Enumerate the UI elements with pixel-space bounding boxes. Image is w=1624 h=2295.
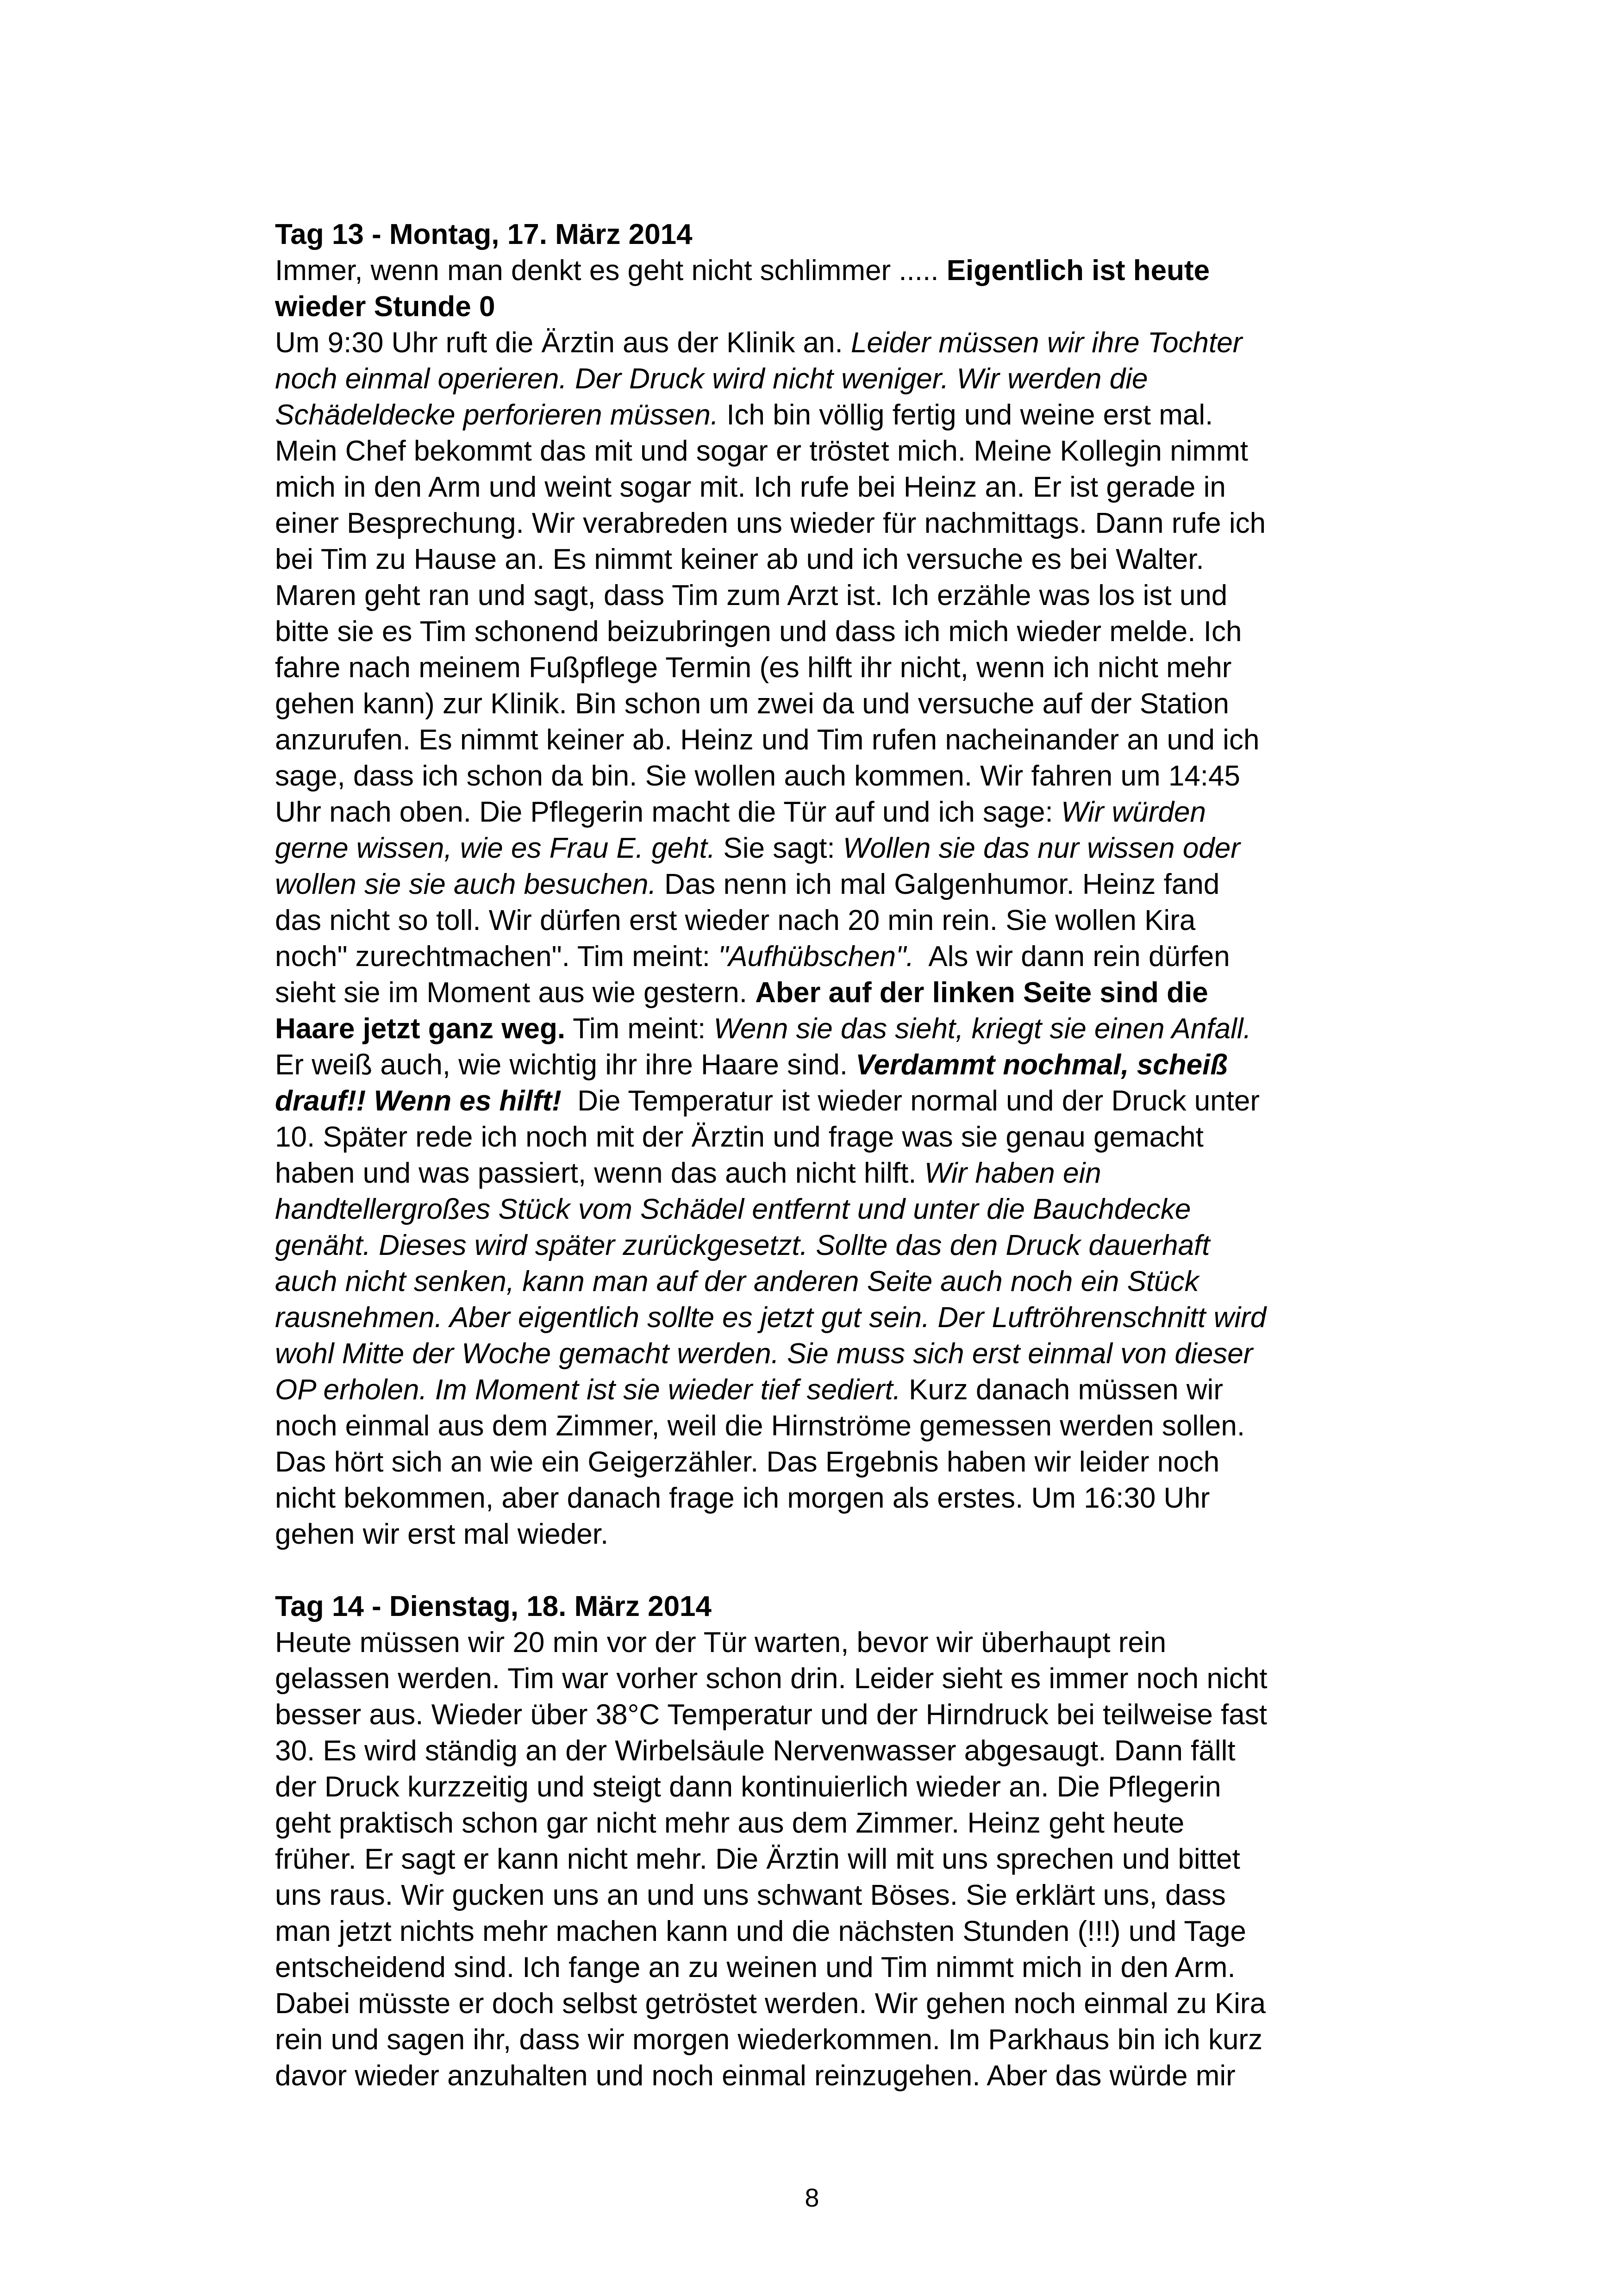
text-segment: Heute müssen wir 20 min vor der Tür warten, bevor wir überhaupt rein	[275, 1627, 1167, 1659]
text-segment: 30. Es wird ständig an der Wirbelsäule Nervenwasser abgesaugt. Dann fällt	[275, 1735, 1236, 1767]
text-line	[275, 1228, 1354, 1264]
text-line	[275, 614, 1354, 650]
text-line	[275, 2058, 1354, 2094]
text-line	[275, 1950, 1354, 1986]
text-line	[275, 1011, 1354, 1047]
bold-text: wieder Stunde 0	[275, 291, 495, 323]
text-segment: Maren geht ran und sagt, dass Tim zum Arzt ist. Ich erzähle was los ist und	[275, 580, 1228, 611]
text-line	[275, 1733, 1354, 1769]
italic-text: handtellergroßes Stück vom Schädel entfernt und unter die Bauchdecke	[275, 1193, 1191, 1225]
text-line	[275, 1986, 1354, 2022]
text-segment: Die Temperatur ist wieder normal und der Druck unter	[561, 1085, 1260, 1117]
text-line	[275, 505, 1354, 542]
text-line	[275, 1805, 1354, 1841]
text-line	[275, 650, 1354, 686]
italic-text: Wir würden	[1061, 796, 1206, 828]
text-segment: noch" zurechtmachen". Tim meint:	[275, 941, 718, 973]
text-line	[275, 722, 1354, 758]
text-segment: geht praktisch schon gar nicht mehr aus dem Zimmer. Heinz geht heute	[275, 1807, 1185, 1839]
text-line	[275, 1336, 1354, 1372]
text-segment: sage, dass ich schon da bin. Sie wollen auch kommen. Wir fahren um 14:45	[275, 760, 1240, 792]
text-segment: Das hört sich an wie ein Geigerzähler. Das Ergebnis haben wir leider noch	[275, 1446, 1220, 1478]
text-line	[275, 397, 1354, 433]
text-segment: Ich bin völlig fertig und weine erst mal.	[718, 399, 1213, 431]
text-line	[275, 1661, 1354, 1697]
text-line	[275, 1914, 1354, 1950]
italic-text: Wollen sie das nur wissen oder	[843, 832, 1240, 864]
text-segment: Uhr nach oben. Die Pflegerin macht die Tür auf und ich sage:	[275, 796, 1061, 828]
text-line	[275, 1083, 1354, 1119]
italic-text: rausnehmen. Aber eigentlich sollte es jetzt gut sein. Der Luftröhrenschnitt wird	[275, 1302, 1267, 1334]
text-line	[275, 1047, 1354, 1083]
italic-text: Schädeldecke perforieren müssen.	[275, 399, 719, 431]
text-line	[275, 1264, 1354, 1300]
text-line	[275, 325, 1354, 361]
text-segment: bitte sie es Tim schonend beizubringen und dass ich mich wieder melde. Ich	[275, 616, 1242, 648]
text-segment: Das nenn ich mal Galgenhumor. Heinz fand	[656, 868, 1220, 900]
text-segment: Tim meint:	[565, 1013, 714, 1045]
text-segment: anzurufen. Es nimmt keiner ab. Heinz und Tim rufen nacheinander an und ich	[275, 724, 1260, 756]
bold-italic-text: drauf!! Wenn es hilft!	[275, 1085, 562, 1117]
text-line	[275, 1155, 1354, 1191]
text-line	[275, 1841, 1354, 1877]
italic-text: OP erholen. Im Moment ist sie wieder tief sediert.	[275, 1374, 901, 1406]
text-segment: früher. Er sagt er kann nicht mehr. Die Ärztin will mit uns sprechen und bittet	[275, 1843, 1240, 1875]
text-segment: Um 9:30 Uhr ruft die Ärztin aus der Klinik an.	[275, 327, 851, 359]
text-line	[275, 2022, 1354, 2058]
text-segment: mich in den Arm und weint sogar mit. Ich rufe bei Heinz an. Er ist gerade in	[275, 471, 1226, 503]
text-segment: entscheidend sind. Ich fange an zu weinen und Tim nimmt mich in den Arm.	[275, 1952, 1236, 1983]
text-segment: nicht bekommen, aber danach frage ich morgen als erstes. Um 16:30 Uhr	[275, 1482, 1210, 1514]
text-line	[275, 1480, 1354, 1516]
text-line	[275, 1769, 1354, 1805]
text-line	[275, 1444, 1354, 1480]
text-segment: uns raus. Wir gucken uns an und uns schwant Böses. Sie erklärt uns, dass	[275, 1879, 1226, 1911]
page-number: 8	[805, 2183, 819, 2212]
entry-spacer	[275, 1553, 1354, 1589]
text-segment: Kurz danach müssen wir	[900, 1374, 1223, 1406]
bold-italic-text: Verdammt nochmal, scheiß	[856, 1049, 1228, 1081]
text-segment: sieht sie im Moment aus wie gestern.	[275, 977, 756, 1009]
text-segment: der Druck kurzzeitig und steigt dann kontinuierlich wieder an. Die Pflegerin	[275, 1771, 1221, 1803]
text-segment: Mein Chef bekommt das mit und sogar er tröstet mich. Meine Kollegin nimmt	[275, 435, 1248, 467]
text-segment: davor wieder anzuhalten und noch einmal reinzugehen. Aber das würde mir	[275, 2060, 1236, 2092]
italic-text: Wir haben ein	[924, 1157, 1101, 1189]
text-segment: gehen wir erst mal wieder.	[275, 1518, 609, 1550]
text-line	[275, 542, 1354, 578]
text-segment: das nicht so toll. Wir dürfen erst wieder nach 20 min rein. Sie wollen Kira	[275, 904, 1196, 936]
entry-title: Tag 13 - Montag, 17. März 2014	[275, 218, 693, 250]
text-line	[275, 253, 1354, 289]
text-segment: besser aus. Wieder über 38°C Temperatur und der Hirndruck bei teilweise fast	[275, 1699, 1267, 1731]
text-line	[275, 433, 1354, 469]
italic-text: noch einmal operieren. Der Druck wird nicht weniger. Wir werden die	[275, 363, 1148, 395]
text-line	[275, 1697, 1354, 1733]
diary-entry	[275, 217, 1354, 1553]
text-line	[275, 903, 1354, 939]
bold-text: Aber auf der linken Seite sind die	[755, 977, 1208, 1009]
text-line	[275, 1625, 1354, 1661]
text-segment: rein und sagen ihr, dass wir morgen wiederkommen. Im Parkhaus bin ich kurz	[275, 2024, 1263, 2056]
text-segment: man jetzt nichts mehr machen kann und die nächsten Stunden (!!!) und Tage	[275, 1915, 1246, 1947]
bold-text: Eigentlich ist heute	[946, 255, 1210, 287]
text-line	[275, 794, 1354, 830]
text-segment: gehen kann) zur Klinik. Bin schon um zwei da und versuche auf der Station	[275, 688, 1229, 720]
text-line	[275, 1408, 1354, 1444]
italic-text: wollen sie sie auch besuchen.	[275, 868, 656, 900]
text-line	[275, 758, 1354, 794]
text-segment: haben und was passiert, wenn das auch nicht hilft.	[275, 1157, 924, 1189]
text-line	[275, 1191, 1354, 1228]
italic-text: Leider müssen wir ihre Tochter	[850, 327, 1243, 359]
italic-text: Wenn sie das sieht, kriegt sie einen Anfall.	[713, 1013, 1251, 1045]
text-line	[275, 1300, 1354, 1336]
text-line	[275, 289, 1354, 325]
entry-title: Tag 14 - Dienstag, 18. März 2014	[275, 1590, 712, 1622]
text-line	[275, 469, 1354, 505]
text-segment: Dabei müsste er doch selbst getröstet werden. Wir gehen noch einmal zu Kira	[275, 1988, 1266, 2020]
italic-text: gerne wissen, wie es Frau E. geht.	[275, 832, 716, 864]
text-line	[275, 1372, 1354, 1408]
italic-text: auch nicht senken, kann man auf der anderen Seite auch noch ein Stück	[275, 1266, 1199, 1297]
text-line	[275, 975, 1354, 1011]
document-body	[275, 217, 1354, 2094]
text-segment: einer Besprechung. Wir verabreden uns wieder für nachmittags. Dann rufe ich	[275, 507, 1266, 539]
text-line	[275, 939, 1354, 975]
text-line	[275, 1877, 1354, 1914]
text-line	[275, 686, 1354, 722]
bold-text: Haare jetzt ganz weg.	[275, 1013, 566, 1045]
diary-entry	[275, 1589, 1354, 2094]
text-segment: 10. Später rede ich noch mit der Ärztin und frage was sie genau gemacht	[275, 1121, 1204, 1153]
text-line	[275, 578, 1354, 614]
text-line	[275, 361, 1354, 397]
text-line	[275, 830, 1354, 867]
text-line	[275, 1516, 1354, 1553]
text-segment: noch einmal aus dem Zimmer, weil die Hirnströme gemessen werden sollen.	[275, 1410, 1245, 1442]
text-segment: Als wir dann rein dürfen	[914, 941, 1230, 973]
text-segment: Immer, wenn man denkt es geht nicht schlimmer .....	[275, 255, 947, 287]
italic-text: "Aufhübschen".	[718, 941, 914, 973]
text-line	[275, 867, 1354, 903]
italic-text: genäht. Dieses wird später zurückgesetzt. Sollte das den Druck dauerhaft	[275, 1229, 1210, 1261]
text-segment: Er weiß auch, wie wichtig ihr ihre Haare sind.	[275, 1049, 856, 1081]
text-segment: fahre nach meinem Fußpflege Termin (es hilft ihr nicht, wenn ich nicht mehr	[275, 652, 1232, 684]
text-line	[275, 1119, 1354, 1155]
italic-text: wohl Mitte der Woche gemacht werden. Sie muss sich erst einmal von dieser	[275, 1338, 1253, 1370]
text-segment: Sie sagt:	[715, 832, 843, 864]
text-segment: gelassen werden. Tim war vorher schon drin. Leider sieht es immer noch nicht	[275, 1663, 1268, 1695]
text-segment: bei Tim zu Hause an. Es nimmt keiner ab und ich versuche es bei Walter.	[275, 543, 1204, 575]
